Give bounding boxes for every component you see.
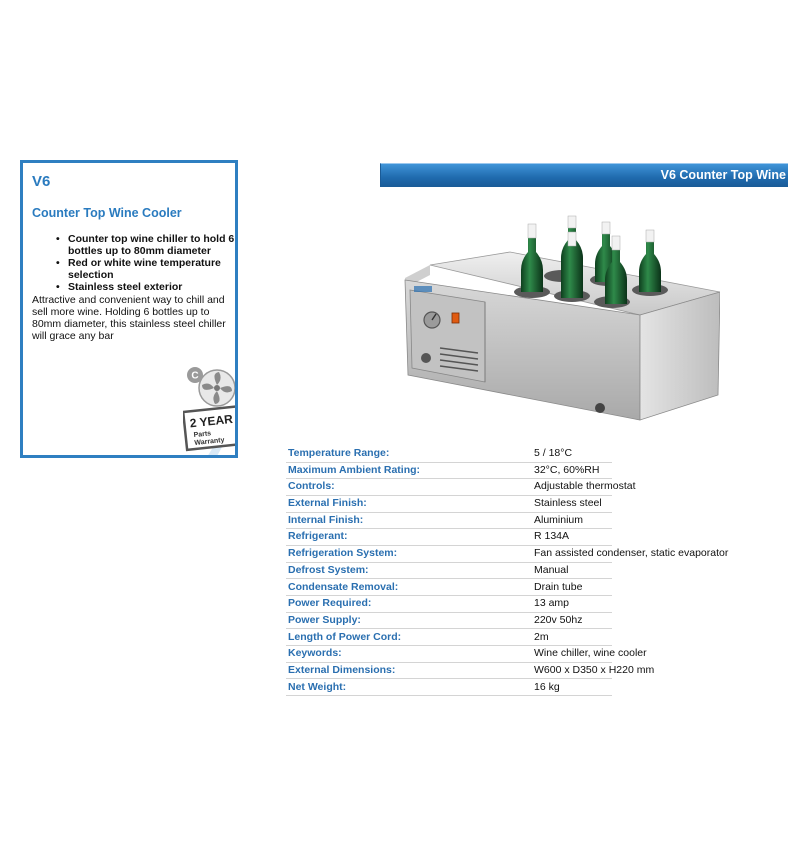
fan-icon: [187, 367, 235, 406]
spec-value: Aluminium: [534, 513, 584, 526]
svg-text:2 YEAR: 2 YEAR: [189, 411, 234, 431]
spec-row: [286, 680, 756, 697]
svg-text:Parts: Parts: [193, 430, 212, 440]
spec-label: Refrigeration System:: [288, 547, 398, 560]
spec-row: [286, 630, 756, 647]
spec-label: Controls:: [288, 480, 335, 493]
spec-value: Stainless steel: [534, 497, 602, 510]
spec-value: Wine chiller, wine cooler: [534, 647, 647, 660]
spec-label: Net Weight:: [288, 680, 347, 693]
feature-item: • Counter top wine chiller to hold 6 bottles up to 80mm diameter: [68, 233, 238, 257]
svg-text:C: C: [191, 370, 199, 382]
spec-row: [286, 513, 756, 530]
spec-row: [286, 613, 756, 630]
spec-label: Power Supply:: [288, 613, 361, 626]
spec-value: Fan assisted condenser, static evaporator: [534, 547, 729, 560]
spec-row: [286, 529, 756, 546]
spec-label: Temperature Range:: [288, 447, 390, 459]
spec-row: [286, 663, 756, 680]
spec-value: W600 x D350 x H220 mm: [534, 663, 655, 676]
row-divider: [286, 695, 612, 696]
spec-value: R 134A: [534, 530, 570, 543]
page-title-bar: V6 Counter Top Wine: [380, 163, 788, 187]
feature-list: [32, 233, 238, 293]
product-summary-panel: [20, 160, 238, 458]
warranty-stamp: [183, 406, 238, 449]
spec-value: Adjustable thermostat: [534, 480, 636, 493]
spec-row: [286, 446, 756, 463]
spec-row: [286, 546, 756, 563]
spec-row: [286, 463, 756, 480]
spec-label: Defrost System:: [288, 563, 369, 576]
spec-label: Internal Finish:: [288, 513, 364, 526]
spec-value: 2m: [534, 630, 549, 643]
spec-row: [286, 580, 756, 597]
spec-value: 16 kg: [534, 680, 560, 693]
spec-row: [286, 479, 756, 496]
spec-label: External Dimensions:: [288, 663, 396, 676]
svg-text:Warranty: Warranty: [194, 436, 225, 447]
feature-item: • Stainless steel exterior: [68, 281, 238, 293]
spec-row: [286, 496, 756, 513]
spec-table: [286, 446, 756, 696]
spec-row: [286, 563, 756, 580]
spec-row: [286, 596, 756, 613]
spec-label: External Finish:: [288, 497, 367, 510]
spec-value: Drain tube: [534, 580, 583, 593]
spec-row: [286, 646, 756, 663]
spec-label: Condensate Removal:: [288, 580, 399, 593]
spec-value: 220v 50hz: [534, 613, 583, 626]
spec-label: Keywords:: [288, 647, 342, 660]
product-subtitle: Counter Top Wine Cooler: [32, 206, 182, 220]
warranty-badge: [183, 363, 238, 453]
spec-label: Length of Power Cord:: [288, 630, 402, 643]
spec-value: 32°C, 60%RH: [534, 463, 600, 476]
spec-value: 5 / 18°C: [534, 447, 573, 459]
feature-item: • Red or white wine temperature selection: [68, 257, 238, 281]
spec-label: Power Required:: [288, 597, 372, 610]
model-code: V6: [32, 173, 51, 190]
spec-value: Manual: [534, 563, 569, 576]
product-description: Attractive and convenient way to chill and sell more wine. Holding 6 bottles up to 80mm diameter, this stainless steel chiller will grace any bar: [32, 294, 226, 342]
product-image: [400, 210, 720, 425]
spec-label: Maximum Ambient Rating:: [288, 463, 421, 476]
spec-label: Refrigerant:: [288, 530, 348, 543]
spec-value: 13 amp: [534, 597, 570, 610]
